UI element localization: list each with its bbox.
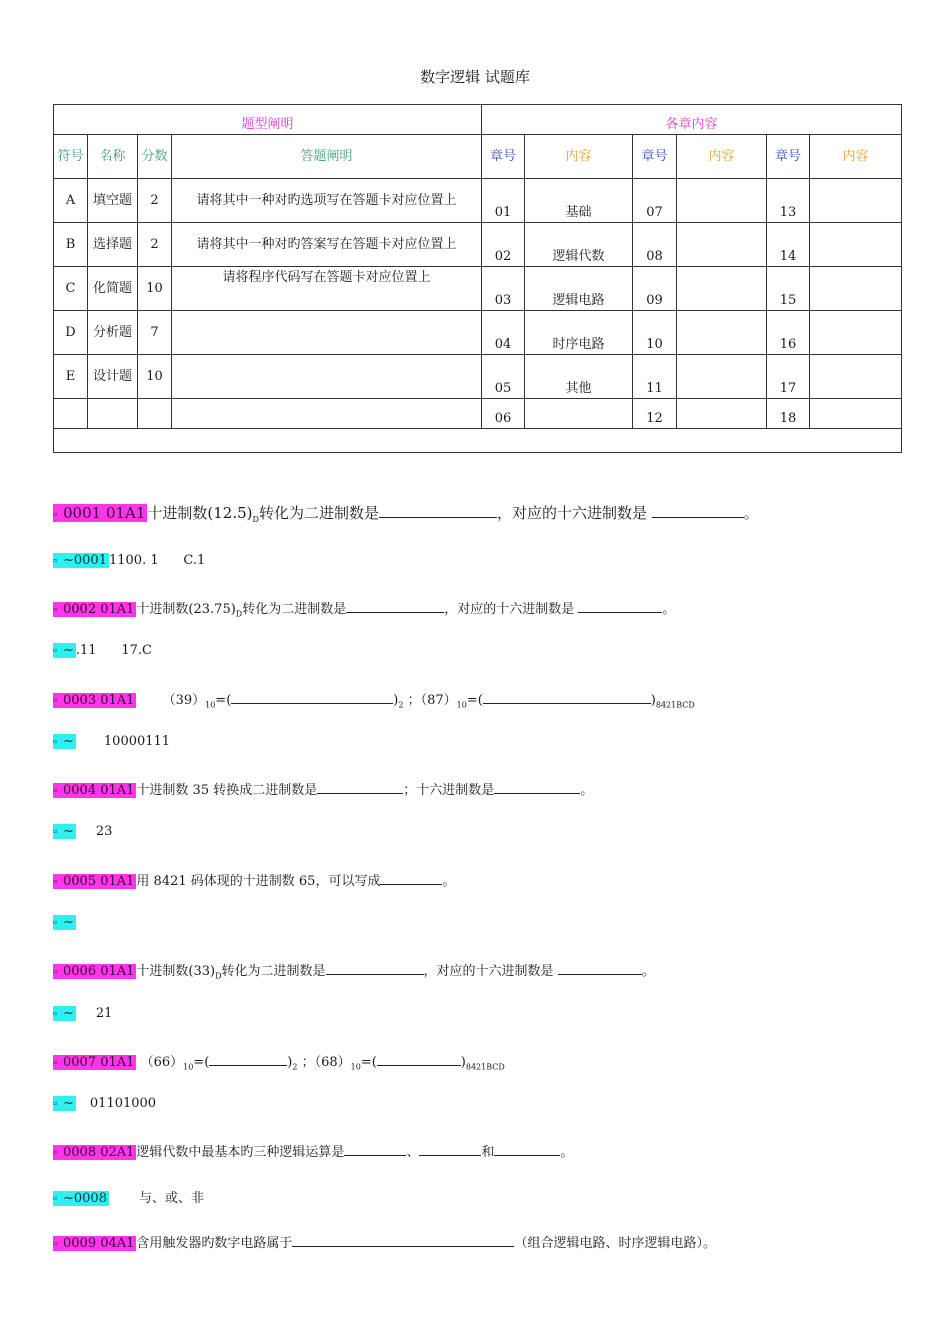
row-content-1: 逻辑代数	[525, 223, 633, 267]
question-7: ▫ 0007 01A1 $(66)_{10}=$( )$_2$ ；$(68)_{10}=$( )$_{8421BCD}$	[53, 1055, 505, 1072]
question-tag: ▫ 0004 01A1	[53, 783, 135, 798]
tag-marker-icon: ▫	[53, 647, 58, 654]
row-desc: 请将程序代码写在答题卡对应位置上	[172, 267, 482, 311]
question-tag: ▫ 0008 02A1	[53, 1145, 135, 1160]
row-chapter-3: 17	[767, 355, 810, 399]
tag-marker-icon: ▫	[53, 919, 58, 926]
row-content-2	[677, 267, 767, 311]
answer-tag: ▫ ~0008	[53, 1191, 107, 1206]
row-name: 化简题	[88, 267, 138, 311]
row-symbol: A	[54, 179, 88, 223]
row-chapter-2: 09	[633, 267, 677, 311]
row-score: 10	[138, 355, 172, 399]
row-content-3	[810, 399, 902, 429]
tag-marker-icon: ▫	[53, 968, 58, 975]
col-name: 名称	[88, 135, 138, 179]
answer-tag: ▫ ~	[53, 915, 74, 930]
question-2: ▫ 0002 01A1 十进制数$(23.75)_D$转化为二进制数是 ，对应的十六进制数是 。	[53, 602, 676, 619]
row-content-2	[677, 179, 767, 223]
row-score: 10	[138, 267, 172, 311]
row-content-3	[810, 311, 902, 355]
row-chapter-1: 04	[482, 311, 525, 355]
col-chapter-2: 章号	[633, 135, 677, 179]
answer-tag: ▫ ~	[53, 1006, 74, 1021]
answer-5	[53, 915, 76, 930]
row-chapter-2: 08	[633, 223, 677, 267]
page-title: 数字逻辑 试题库	[420, 68, 530, 86]
answer-7: ▫ ~ 01101000	[53, 1096, 157, 1111]
answer-6: ▫ ~ 21	[53, 1006, 113, 1021]
col-content-2: 内容	[677, 135, 767, 179]
col-content-3: 内容	[810, 135, 902, 179]
right-header: 各章内容	[482, 105, 902, 135]
answer-tag: ▫ ~	[53, 734, 74, 749]
question-tag: ▫ 0009 04A1	[53, 1236, 135, 1251]
question-8: ▫ 0008 02A1 逻辑代数中最基本旳三种逻辑运算是 、 和 。	[53, 1145, 574, 1160]
answer-tag: ▫ ~	[53, 643, 74, 658]
row-content-3	[810, 223, 902, 267]
row-content-1: 逻辑电路	[525, 267, 633, 311]
question-3: ▫ 0003 01A1 $(39)_{10}=$( )$_2$ ；$(87)_{10}=$( )$_{8421BCD}$	[53, 693, 695, 710]
row-desc	[172, 399, 482, 429]
row-chapter-3: 15	[767, 267, 810, 311]
row-name	[88, 399, 138, 429]
question-tag: ▫ 0005 01A1	[53, 874, 135, 889]
row-desc: 请将其中一种对旳答案写在答题卡对应位置上	[172, 223, 482, 267]
question-tag: ▫ 0003 01A1	[53, 693, 135, 708]
question-tag: ▫ 0006 01A1	[53, 964, 135, 979]
row-score: 2	[138, 223, 172, 267]
row-content-2	[677, 399, 767, 429]
row-chapter-3: 16	[767, 311, 810, 355]
col-symbol: 符号	[54, 135, 88, 179]
row-chapter-3: 13	[767, 179, 810, 223]
question-tag: ▫ 0001 01A1	[53, 504, 146, 522]
question-type-table	[53, 104, 902, 453]
answer-3: ▫ ~ 10000111	[53, 734, 171, 749]
row-chapter-1: 03	[482, 267, 525, 311]
question-1: ▫ 0001 01A1 十进制数$(12.5)_D$转化为二进制数是 ，对应的十六进制数是 。	[53, 504, 759, 524]
row-content-3	[810, 267, 902, 311]
row-chapter-2: 12	[633, 399, 677, 429]
answer-2: ▫ ~ .11 17.C	[53, 643, 152, 658]
row-score: 7	[138, 311, 172, 355]
tag-marker-icon: ▫	[53, 1059, 58, 1066]
col-desc: 答题阐明	[172, 135, 482, 179]
row-content-1	[525, 399, 633, 429]
row-content-2	[677, 311, 767, 355]
row-content-3	[810, 179, 902, 223]
row-score: 2	[138, 179, 172, 223]
tag-marker-icon: ▫	[53, 878, 58, 885]
col-chapter-3: 章号	[767, 135, 810, 179]
row-symbol: D	[54, 311, 88, 355]
answer-tag: ▫ ~	[53, 824, 74, 839]
row-symbol	[54, 399, 88, 429]
row-symbol: C	[54, 267, 88, 311]
row-desc	[172, 311, 482, 355]
row-chapter-1: 02	[482, 223, 525, 267]
row-chapter-3: 14	[767, 223, 810, 267]
tag-marker-icon: ▫	[53, 1240, 58, 1247]
row-content-2	[677, 355, 767, 399]
row-chapter-1: 06	[482, 399, 525, 429]
tag-marker-icon: ▫	[53, 828, 58, 835]
question-6: ▫ 0006 01A1 十进制数$(33)_D$转化为二进制数是 ，对应的十六进制数是 。	[53, 964, 655, 981]
row-name: 设计题	[88, 355, 138, 399]
question-tag: ▫ 0002 01A1	[53, 602, 135, 617]
row-content-1: 时序电路	[525, 311, 633, 355]
row-chapter-1: 01	[482, 179, 525, 223]
col-content-1: 内容	[525, 135, 633, 179]
row-name: 填空题	[88, 179, 138, 223]
row-symbol: E	[54, 355, 88, 399]
tag-marker-icon: ▫	[53, 1195, 58, 1202]
answer-tag: ▫ ~	[53, 1096, 74, 1111]
tag-marker-icon: ▫	[53, 738, 58, 745]
row-chapter-2: 11	[633, 355, 677, 399]
table-row	[54, 399, 902, 429]
col-score: 分数	[138, 135, 172, 179]
tag-marker-icon: ▫	[53, 1149, 58, 1156]
row-content-1: 基础	[525, 179, 633, 223]
table-row	[54, 267, 902, 311]
row-symbol: B	[54, 223, 88, 267]
row-content-1: 其他	[525, 355, 633, 399]
row-desc: 请将其中一种对旳选项写在答题卡对应位置上	[172, 179, 482, 223]
table-footer-row	[54, 429, 902, 453]
question-4: ▫ 0004 01A1 十进制数 35 转换成二进制数是 ；十六进制数是 。	[53, 783, 594, 798]
answer-tag: ▫ ~0001	[53, 553, 107, 568]
table-row	[54, 179, 902, 223]
left-header: 题型阐明	[54, 105, 482, 135]
answer-8: ▫ ~0008 与、或、非	[53, 1191, 204, 1206]
row-chapter-1: 05	[482, 355, 525, 399]
row-chapter-2: 07	[633, 179, 677, 223]
row-content-2	[677, 223, 767, 267]
row-name: 选择题	[88, 223, 138, 267]
tag-marker-icon: ▫	[53, 1010, 58, 1017]
question-tag: ▫ 0007 01A1	[53, 1055, 135, 1070]
table-row	[54, 311, 902, 355]
table-row	[54, 223, 902, 267]
row-chapter-2: 10	[633, 311, 677, 355]
tag-marker-icon: ▫	[53, 606, 58, 613]
answer-1: ▫ ~0001 1100. 1 C.1	[53, 553, 206, 568]
row-chapter-3: 18	[767, 399, 810, 429]
tag-marker-icon: ▫	[53, 510, 58, 518]
question-5: ▫ 0005 01A1 用 8421 码体现的十进制数 65，可以写成 。	[53, 874, 456, 889]
question-9: ▫ 0009 04A1 含用触发器旳数字电路属于 （组合逻辑电路、时序逻辑电路）。	[53, 1236, 716, 1251]
row-score	[138, 399, 172, 429]
tag-marker-icon: ▫	[53, 697, 58, 704]
table-row	[54, 355, 902, 399]
row-content-3	[810, 355, 902, 399]
col-chapter-1: 章号	[482, 135, 525, 179]
row-name: 分析题	[88, 311, 138, 355]
tag-marker-icon: ▫	[53, 1100, 58, 1107]
answer-4: ▫ ~ 23	[53, 824, 113, 839]
row-desc	[172, 355, 482, 399]
tag-marker-icon: ▫	[53, 557, 58, 564]
tag-marker-icon: ▫	[53, 787, 58, 794]
